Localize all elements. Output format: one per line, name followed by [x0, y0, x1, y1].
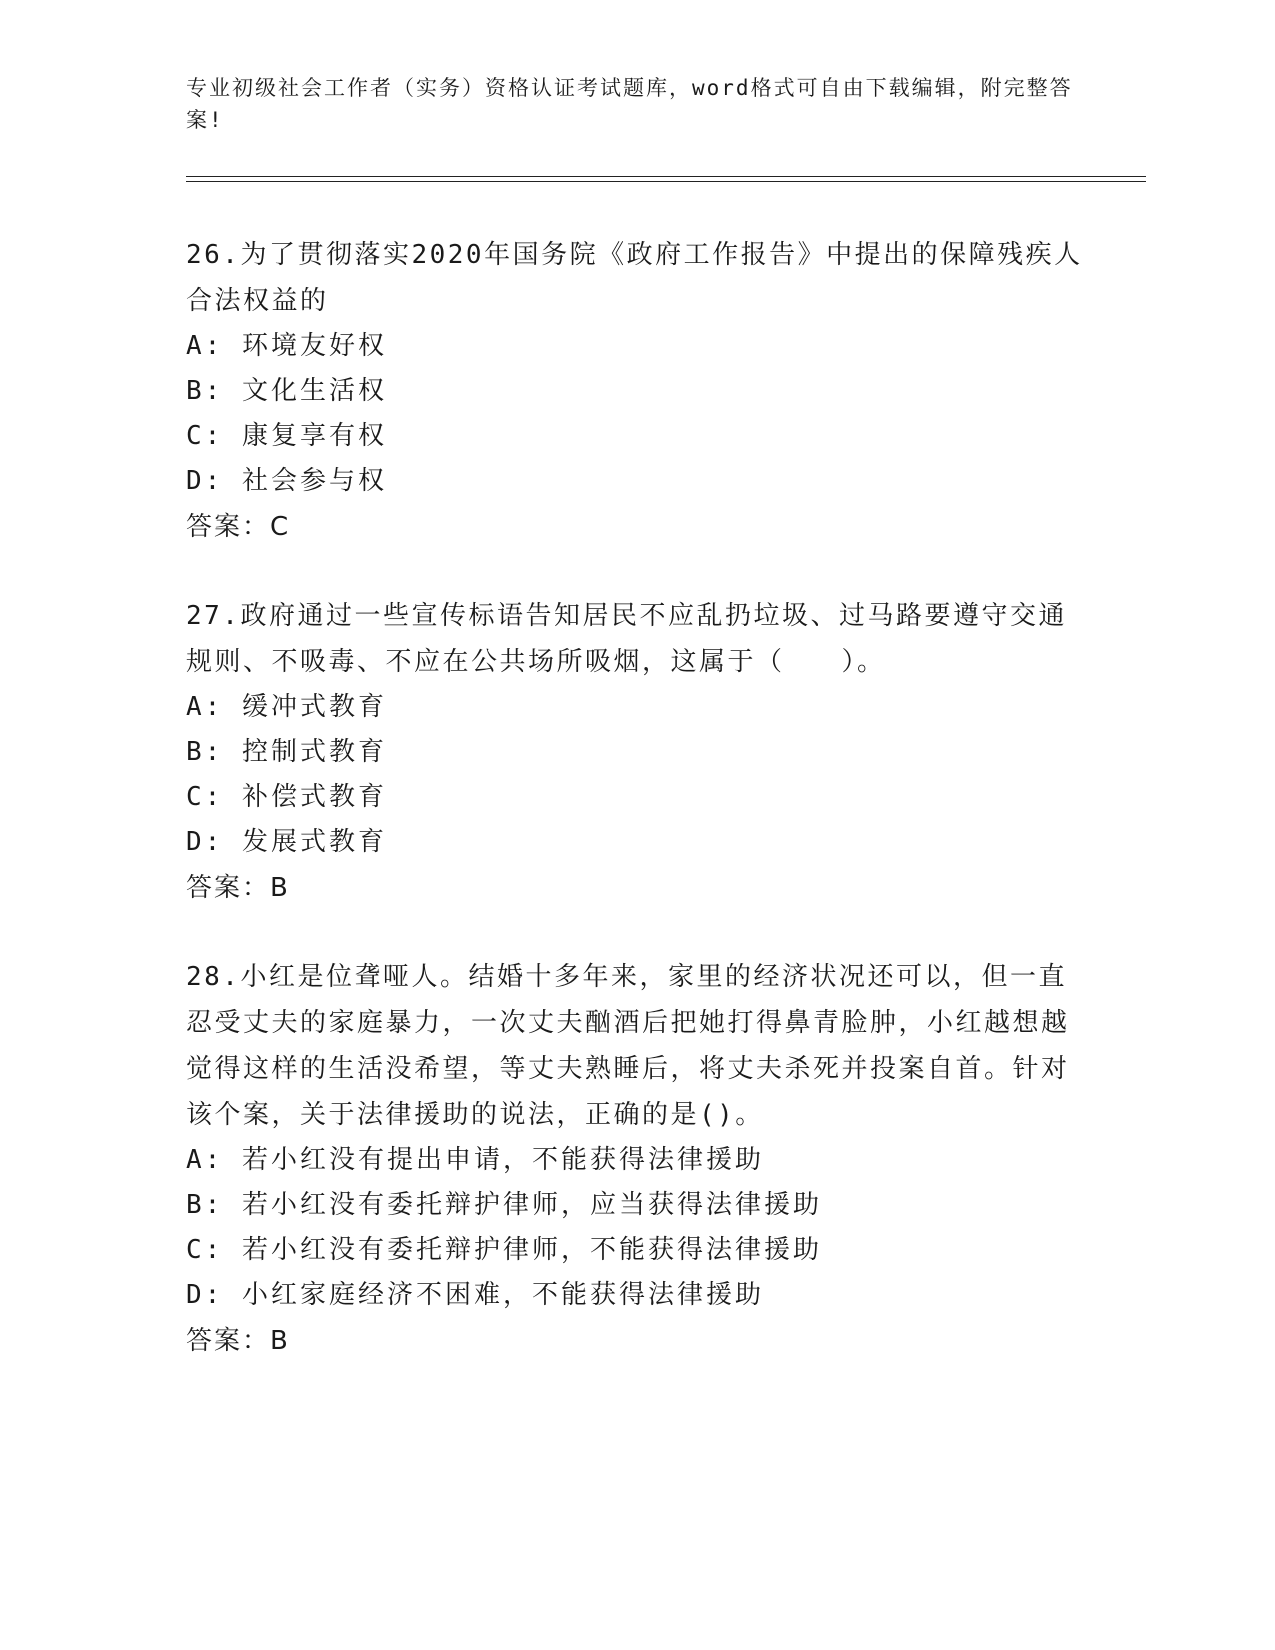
question-stem: 26.为了贯彻落实2020年国务院《政府工作报告》中提出的保障残疾人合法权益的: [186, 240, 1083, 316]
option-a: A: 缓冲式教育: [186, 692, 387, 722]
document-header: [186, 72, 1086, 136]
option-b: B: 控制式教育: [186, 737, 387, 767]
option-d: D: 发展式教育: [186, 827, 387, 857]
option-c: C: 康复享有权: [186, 421, 387, 451]
question-28: [186, 954, 1086, 1364]
question-27: [186, 593, 1086, 911]
option-a: A: 若小红没有提出申请，不能获得法律援助: [186, 1145, 764, 1175]
answer-line: 答案：B: [186, 1326, 290, 1356]
option-c: C: 若小红没有委托辩护律师，不能获得法律援助: [186, 1235, 822, 1265]
answer-line: 答案：C: [186, 512, 291, 542]
option-a: A: 环境友好权: [186, 331, 387, 361]
question-list: [186, 232, 1086, 1407]
option-b: B: 若小红没有委托辩护律师，应当获得法律援助: [186, 1190, 822, 1220]
option-b: B: 文化生活权: [186, 376, 387, 406]
header-text: 专业初级社会工作者（实务）资格认证考试题库，word格式可自由下载编辑，附完整答案!: [186, 76, 1073, 132]
option-d: D: 社会参与权: [186, 466, 387, 496]
question-stem: 27.政府通过一些宣传标语告知居民不应乱扔垃圾、过马路要遵守交通规则、不吸毒、不应在公共场所吸烟，这属于（ ）。: [186, 601, 1067, 677]
question-26: [186, 232, 1086, 550]
option-c: C: 补偿式教育: [186, 782, 387, 812]
option-d: D: 小红家庭经济不困难，不能获得法律援助: [186, 1280, 764, 1310]
question-stem: 28.小红是位聋哑人。结婚十多年来，家里的经济状况还可以，但一直忍受丈夫的家庭暴力，一次丈夫酗酒后把她打得鼻青脸肿，小红越想越觉得这样的生活没希望，等丈夫熟睡后，将丈夫杀死并投案自首。针对该个案，关于法律援助的说法，正确的是()。: [186, 962, 1070, 1130]
answer-line: 答案：B: [186, 873, 290, 903]
header-divider: [186, 176, 1146, 182]
